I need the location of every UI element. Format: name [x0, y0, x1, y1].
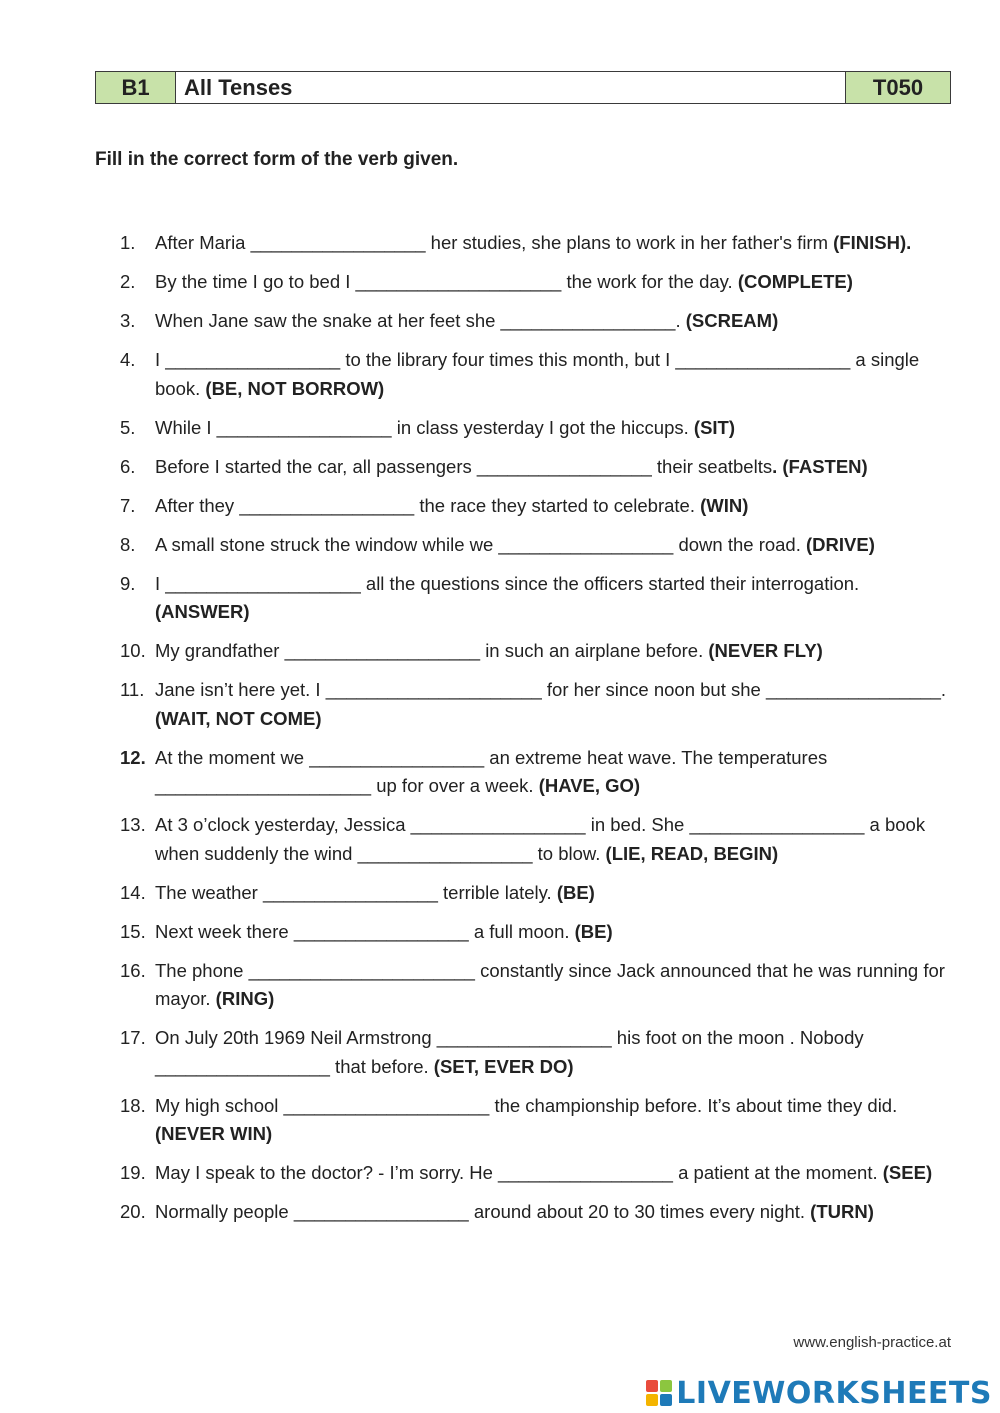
item-sentence: A small stone struck the window while we _________________ down the road.	[155, 533, 807, 555]
exercise-item	[120, 957, 950, 1014]
item-number: 20.	[120, 1201, 146, 1222]
exercise-item	[120, 676, 950, 733]
item-number: 13.	[120, 814, 146, 835]
item-number: 4.	[120, 349, 136, 370]
item-sentence: Normally people _________________ around about 20 to 30 times every night.	[155, 1201, 811, 1222]
level-cell: B1	[96, 72, 176, 103]
worksheet-header	[95, 71, 951, 104]
verb-hint: . (FASTEN)	[772, 455, 868, 477]
item-sentence: My high school ____________________ the championship before. It’s about time they did.	[155, 1094, 898, 1116]
item-sentence: I ___________________ all the questions since the officers started their interrogation.	[155, 572, 860, 594]
verb-hint: (WAIT, NOT COME)	[155, 707, 322, 729]
item-number: 18.	[120, 1094, 146, 1116]
item-number: 15.	[120, 920, 146, 942]
verb-hint: (BE)	[574, 920, 613, 942]
verb-hint: (HAVE, GO)	[538, 775, 641, 796]
exercise-item	[120, 229, 950, 258]
exercise-item	[120, 268, 950, 297]
item-sentence: While I _________________ in class yesterday I got the hiccups.	[155, 416, 694, 438]
verb-hint: (SIT)	[693, 416, 736, 438]
verb-hint: (NEVER FLY)	[708, 640, 823, 661]
item-sentence: By the time I go to bed I ____________________ the work for the day.	[155, 271, 738, 292]
verb-hint: (FINISH).	[833, 232, 912, 253]
verb-hint: (NEVER WIN)	[155, 1123, 273, 1144]
item-sentence: After they _________________ the race they started to celebrate.	[155, 494, 701, 516]
liveworksheets-logo-icon	[646, 1380, 672, 1406]
brand-name: LIVEWORKSHEETS	[676, 1375, 992, 1411]
code-cell: T050	[846, 72, 950, 103]
item-number: 17.	[120, 1027, 146, 1048]
exercise-item	[120, 570, 950, 627]
source-url[interactable]: www.english-practice.at	[793, 1334, 951, 1351]
item-sentence: The weather _________________ terrible lately.	[155, 881, 557, 903]
item-number: 8.	[120, 533, 136, 555]
item-sentence: After Maria _________________ her studies, she plans to work in her father's firm	[155, 232, 834, 253]
liveworksheets-brand	[646, 1375, 992, 1411]
verb-hint: (RING)	[215, 988, 275, 1009]
verb-hint: (SET, EVER DO)	[433, 1055, 574, 1077]
exercise-item	[120, 492, 950, 521]
verb-hint: (SEE)	[882, 1162, 933, 1183]
exercise-item	[120, 1024, 950, 1081]
item-number: 14.	[120, 881, 146, 903]
item-sentence: The phone ______________________ constantly since Jack announced that he was running for mayor.	[155, 959, 945, 1009]
exercise-item	[120, 453, 950, 482]
exercise-item	[120, 744, 950, 801]
exercise-item	[120, 531, 950, 560]
instruction-text: Fill in the correct form of the verb given.	[95, 149, 459, 170]
item-number: 10.	[120, 640, 146, 661]
exercise-item	[120, 811, 950, 868]
exercise-item	[120, 346, 950, 403]
exercise-item	[120, 1092, 950, 1149]
item-number: 11.	[120, 679, 145, 700]
title-cell: All Tenses	[176, 72, 846, 103]
exercise-item	[120, 1159, 950, 1188]
item-number: 19.	[120, 1162, 146, 1183]
item-number: 1.	[120, 232, 136, 253]
exercise-item	[120, 879, 950, 908]
item-sentence: My grandfather ___________________ in such an airplane before.	[155, 640, 709, 661]
verb-hint: (WIN)	[700, 494, 749, 516]
item-sentence: Next week there _________________ a full moon.	[155, 920, 575, 942]
exercise-item	[120, 414, 950, 443]
item-sentence: At the moment we _________________ an extreme heat wave. The temperatures _____________________ up for over a week.	[155, 746, 828, 796]
exercise-list	[120, 229, 950, 1237]
exercise-item	[120, 918, 950, 947]
exercise-item	[120, 1198, 950, 1227]
item-number: 2.	[120, 271, 136, 292]
item-number: 9.	[120, 572, 136, 594]
exercise-item	[120, 637, 950, 666]
verb-hint: (TURN)	[810, 1201, 874, 1222]
item-number: 6.	[120, 455, 136, 477]
exercise-item	[120, 307, 950, 336]
item-sentence: Jane isn’t here yet. I _____________________ for her since noon but she _________________.	[155, 679, 947, 700]
verb-hint: (LIE, READ, BEGIN)	[605, 842, 779, 864]
item-sentence: May I speak to the doctor? - I’m sorry. He _________________ a patient at the moment.	[155, 1162, 883, 1183]
item-number: 16.	[120, 959, 146, 981]
verb-hint: (SCREAM)	[685, 310, 779, 331]
item-sentence: On July 20th 1969 Neil Armstrong _________________ his foot on the moon . Nobody _________________ that before.	[155, 1027, 864, 1077]
item-number: 3.	[120, 310, 136, 331]
item-sentence: I _________________ to the library four times this month, but I _________________ a single book.	[155, 349, 920, 399]
verb-hint: (DRIVE)	[806, 533, 875, 555]
verb-hint: (ANSWER)	[155, 601, 250, 622]
item-sentence: At 3 o’clock yesterday, Jessica _________________ in bed. She _________________ a book when suddenly the wind _________________ to blow.	[155, 814, 926, 864]
verb-hint: (COMPLETE)	[737, 271, 853, 292]
verb-hint: (BE)	[556, 881, 595, 903]
item-number: 12.	[120, 746, 146, 768]
item-number: 5.	[120, 416, 136, 438]
item-sentence: Before I started the car, all passengers _________________ their seatbelts	[155, 455, 773, 477]
verb-hint: (BE, NOT BORROW)	[205, 377, 385, 399]
item-number: 7.	[120, 494, 136, 516]
item-sentence: When Jane saw the snake at her feet she _________________.	[155, 310, 686, 331]
